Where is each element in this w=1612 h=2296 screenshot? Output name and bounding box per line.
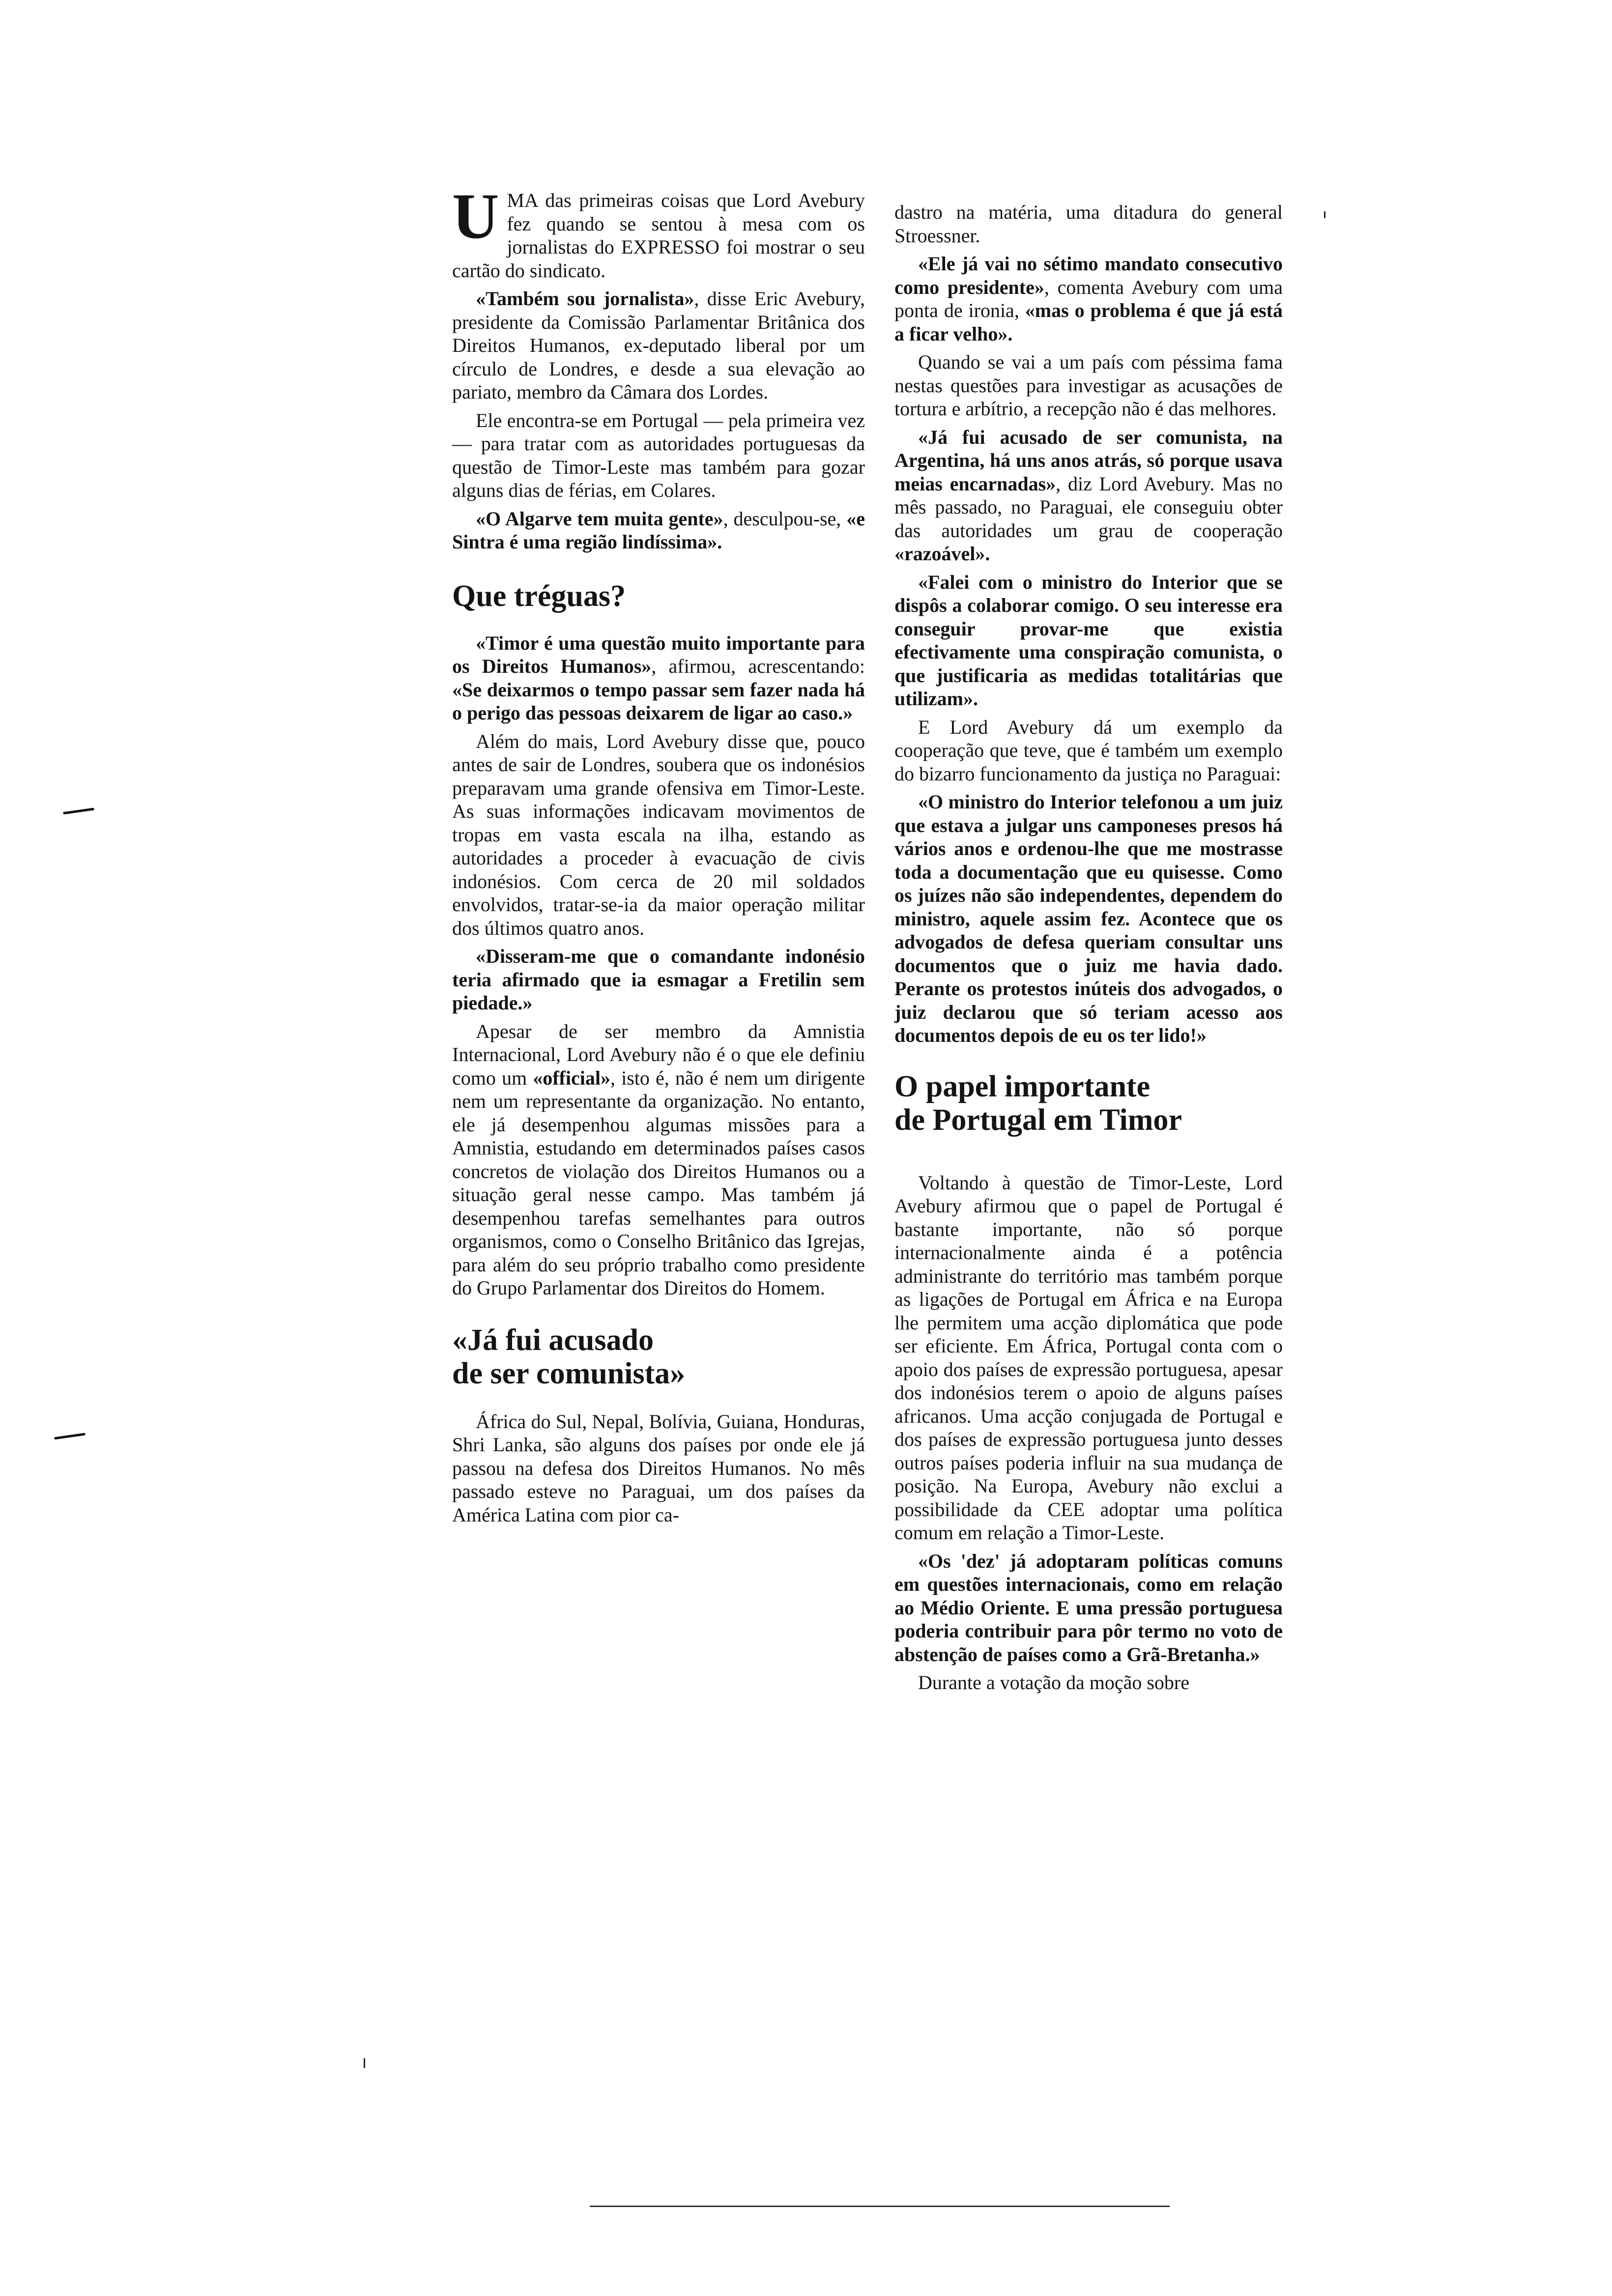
paragraph: Ele encontra-se em Portugal — pela primeira vez — para tratar com as autoridades portuguesas da questão de Timor-Leste mas também para gozar alguns dias de férias, em Colares. — [452, 409, 865, 501]
subheading-que-treguas: Que tréguas? — [452, 579, 626, 613]
paragraph: Voltando à questão de Timor-Leste, Lord Avebury afirmou que o papel de Portugal é bastante importante, não só porque internacionalmente ainda é a potência administrante do território mas também porque as ligações de Portugal em África e na Europa lhe permitem uma acção diplomática que pode ser eficiente. Em África, Portugal conta com o apoio dos países de expressão portuguesa, apesar dos indonésios terem o apoio de alguns países africanos. Uma acção conjugada de Portugal e dos países de expressão portuguesa junto desses outros países poderia influir na sua mudança de posição. Na Europa, Avebury não exclui a possibilidade da CEE adoptar uma política comum em relação a Timor-Leste. — [894, 1171, 1283, 1544]
margin-tick-right — [1324, 211, 1325, 218]
paragraph: Durante a votação da moção sobre — [918, 1671, 1189, 1693]
bottom-rule — [590, 2206, 1170, 2207]
subheading-ja-fui-acusado: «Já fui acusado de ser comunista» — [452, 1323, 686, 1390]
margin-tick-left — [364, 2058, 365, 2068]
article-column-left — [452, 180, 865, 1531]
paragraph: E Lord Avebury dá um exemplo da cooperação que teve, que é também um exemplo do bizarro funcionamento da justiça no Paraguai: — [894, 716, 1283, 785]
lead-paragraph: UMA das primeiras coisas que Lord Avebury fez quando se sentou à mesa com os jornalistas do EXPRESSO foi mostrar o seu cartão do sindicato. — [452, 180, 865, 282]
margin-mark-top — [63, 808, 94, 815]
paragraph: «Falei com o ministro do Interior que se dispôs a colaborar comigo. O seu interesse era conseguir provar-me que existia efectivamente uma conspiração comunista, o que justificaria as medidas totalitárias que utilizam». — [894, 571, 1283, 710]
paragraph: «Os 'dez' já adoptaram políticas comuns em questões internacionais, como em relação ao Médio Oriente. E uma pressão portuguesa poderia contribuir para pôr termo no voto de abstenção de países como a Grã-Bretanha.» — [894, 1550, 1283, 1665]
paragraph: África do Sul, Nepal, Bolívia, Guiana, Honduras, Shri Lanka, são alguns dos países por onde ele já passou na defesa dos Direitos Humanos. No mês passado esteve no Paraguai, um dos países da América Latina com pior ca- — [452, 1410, 865, 1526]
paragraph: dastro na matéria, uma ditadura do general Stroessner. — [894, 201, 1283, 247]
paragraph: «O ministro do Interior telefonou a um juiz que estava a julgar uns camponeses presos há vários anos e ordenou-lhe que me mostrasse toda a documentação que eu quisesse. Como os juízes não são independentes, dependem do ministro, aquele assim fez. Acontece que os advogados de defesa queriam consultar uns documentos que o juiz me havia dado. Perante os protestos inúteis dos advogados, o juiz declarou que só teriam acesso aos documentos depois de eu os ter lido!» — [894, 791, 1283, 1046]
paragraph: Apesar de ser membro da Amnistia Internacional, Lord Avebury não é o que ele definiu como um «official», isto é, não é nem um dirigente nem um representante da organização. No entanto, ele já desempenhou algumas missões para a Amnistia, estudando em determinados países casos concretos de violação dos Direitos Humanos ou a situação geral nesse campo. Mas também já desempenhou tarefas semelhantes para outros organismos, como o Conselho Britânico das Igrejas, para além do seu próprio trabalho como presidente do Grupo Parlamentar dos Direitos do Homem. — [452, 1020, 865, 1299]
paragraph: «Disseram-me que o comandante indonésio teria afirmado que ia esmagar a Fretilin sem piedade.» — [452, 945, 865, 1014]
paragraph: «Também sou jornalista», disse Eric Avebury, presidente da Comissão Parlamentar Britânica dos Direitos Humanos, ex-deputado liberal por um círculo de Londres, e desde a sua elevação ao pariato, membro da Câmara dos Lordes. — [452, 287, 865, 403]
paragraph: Quando se vai a um país com péssima fama nestas questões para investigar as acusações de tortura e arbítrio, a recepção não é das melhores. — [894, 351, 1283, 420]
paragraph: «O Algarve tem muita gente», desculpou-se, «e Sintra é uma região lindíssima». — [452, 507, 865, 553]
paragraph: «Já fui acusado de ser comunista, na Argentina, há uns anos atrás, só porque usava meias encarnadas», diz Lord Avebury. Mas no mês passado, no Paraguai, ele conseguiu obter das autoridades um grau de cooperação «razoável». — [894, 426, 1283, 565]
drop-cap: U — [452, 180, 499, 252]
paragraph: Além do mais, Lord Avebury disse que, pouco antes de sair de Londres, soubera que os indonésios preparavam uma grande ofensiva em Timor-Leste. As suas informações indicavam movimentos de tropas em vasta escala na ilha, estando as autoridades a proceder à evacuação de civis indonésios. Com cerca de 20 mil soldados envolvidos, tratar-se-ia da maior operação militar dos últimos quatro anos. — [452, 730, 865, 939]
subheading-papel-portugal: O papel importante de Portugal em Timor — [894, 1069, 1182, 1137]
margin-mark-bottom — [54, 1433, 86, 1440]
article-column-right — [894, 201, 1283, 1699]
paragraph: «Timor é uma questão muito importante para os Direitos Humanos», afirmou, acrescentando: «Se deixarmos o tempo passar sem fazer nada há o perigo das pessoas deixarem de ligar ao caso.» — [452, 631, 865, 724]
paragraph: «Ele já vai no sétimo mandato consecutivo como presidente», comenta Avebury com uma ponta de ironia, «mas o problema é que já está a ficar velho». — [894, 253, 1283, 345]
